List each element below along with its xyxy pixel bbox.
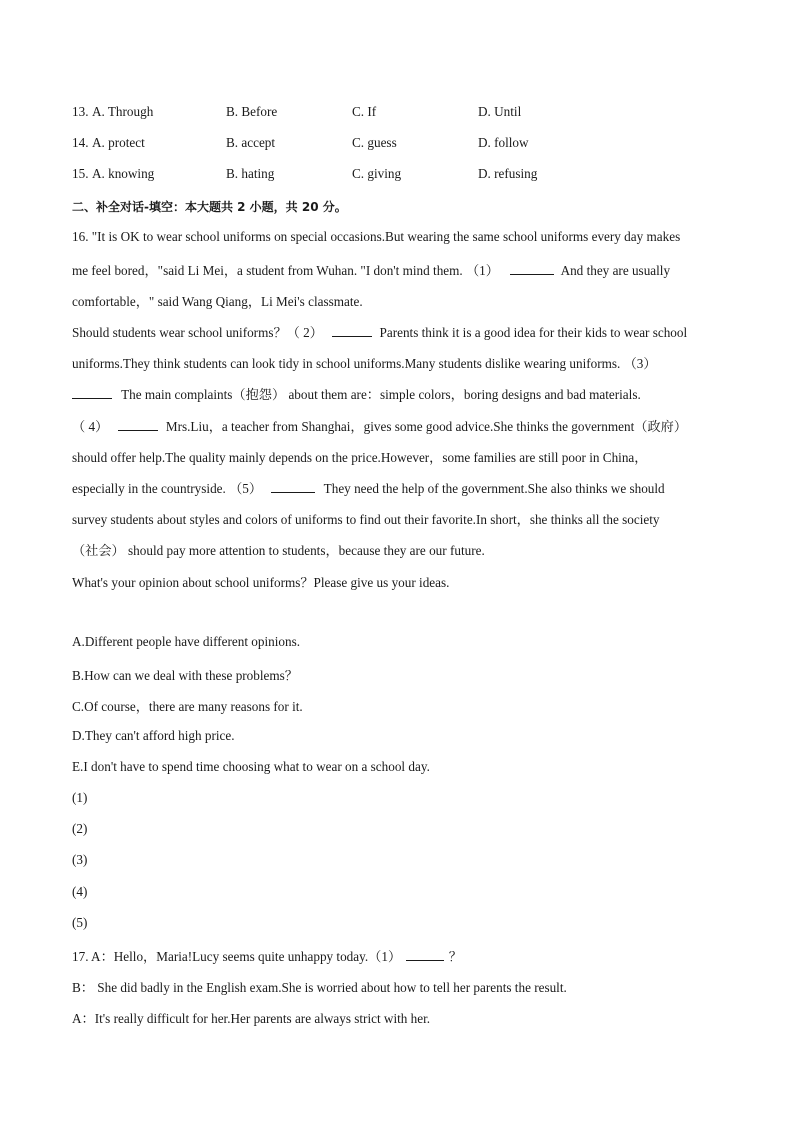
passage-line: [72, 416, 687, 435]
option-b: B. Before: [226, 104, 278, 119]
passage-text: And they are usually: [560, 263, 671, 278]
passage-line: [72, 478, 665, 497]
question-number: 13.: [72, 104, 89, 119]
answer-label-2[interactable]: (2): [72, 821, 88, 836]
answer-blank-4[interactable]: [118, 418, 158, 431]
passage-line: comfortable，" said Wang Qiang，Li Mei's classmate.: [72, 294, 363, 309]
passage-line: should offer help.The quality mainly depends on the price.However，some families are still poor in China，: [72, 450, 648, 465]
option-a: A. knowing: [92, 166, 155, 181]
dialogue-line: A：It's really difficult for her.Her parents are always strict with her.: [72, 1011, 431, 1026]
passage-text: They need the help of the government.She also thinks we should: [323, 481, 665, 496]
answer-label-3[interactable]: (3): [72, 852, 88, 867]
passage-text: （ 4）: [72, 419, 109, 434]
passage-text: me feel bored，"said Li Mei，a student from Wuhan. "I don't mind them. （1）: [72, 263, 499, 278]
option-a: A. protect: [92, 135, 145, 150]
option-b: B. hating: [226, 166, 275, 181]
option-d: D. refusing: [478, 166, 538, 181]
choice-e: E.I don't have to spend time choosing what to wear on a school day.: [72, 759, 430, 774]
answer-label-5[interactable]: (5): [72, 915, 88, 930]
dialogue-blank-1[interactable]: [406, 948, 444, 961]
option-c: C. guess: [352, 135, 397, 150]
answer-blank-2[interactable]: [332, 324, 372, 337]
option-c: C. If: [352, 104, 377, 119]
answer-label-4[interactable]: (4): [72, 884, 88, 899]
passage-line: [72, 384, 641, 403]
choice-a: A.Different people have different opinions.: [72, 634, 301, 649]
dialogue-line: B： She did badly in the English exam.She is worried about how to tell her parents the result.: [72, 980, 567, 995]
passage-line: 16. "It is OK to wear school uniforms on special occasions.But wearing the same school uniforms every day makes: [72, 229, 681, 244]
question-number: 14.: [72, 135, 89, 150]
passage-line: （社会） should pay more attention to students，because they are our future.: [72, 543, 485, 558]
passage-text: Should students wear school uniforms？（ 2）: [72, 325, 323, 340]
dialogue-text: ？: [448, 949, 462, 964]
passage-line: survey students about styles and colors of uniforms to find out their favorite.In short，she thinks all the society: [72, 512, 660, 527]
option-c: C. giving: [352, 166, 402, 181]
passage-text: Mrs.Liu，a teacher from Shanghai，gives some good advice.She thinks the government（政府）: [165, 419, 688, 434]
choice-d: D.They can't afford high price.: [72, 728, 235, 743]
answer-blank-5[interactable]: [271, 480, 315, 493]
option-d: D. follow: [478, 135, 529, 150]
passage-text: Parents think it is a good idea for their kids to wear school: [379, 325, 688, 340]
passage-line: What's your opinion about school uniforms？Please give us your ideas.: [72, 575, 450, 590]
passage-line: uniforms.They think students can look tidy in school uniforms.Many students dislike wearing uniforms. （3）: [72, 356, 657, 371]
option-b: B. accept: [226, 135, 276, 150]
dialogue-text: 17. A：Hello，Maria!Lucy seems quite unhappy today.（1）: [72, 949, 402, 964]
choice-b: B.How can we deal with these problems？: [72, 668, 298, 683]
passage-text: The main complaints（抱怨） about them are：simple colors，boring designs and bad materials.: [121, 387, 641, 402]
answer-blank-1[interactable]: [510, 262, 554, 275]
option-a: A. Through: [92, 104, 154, 119]
option-d: D. Until: [478, 104, 522, 119]
passage-line: [72, 322, 687, 341]
dialogue-line: [72, 946, 462, 965]
answer-blank-3[interactable]: [72, 386, 112, 399]
answer-label-1[interactable]: (1): [72, 790, 88, 805]
section-heading: 二、补全对话-填空：本大题共 2 小题，共 20 分。: [72, 200, 347, 214]
passage-line: [72, 260, 670, 279]
choice-c: C.Of course，there are many reasons for it.: [72, 699, 303, 714]
question-number: 15.: [72, 166, 89, 181]
passage-text: especially in the countryside. （5）: [72, 481, 263, 496]
